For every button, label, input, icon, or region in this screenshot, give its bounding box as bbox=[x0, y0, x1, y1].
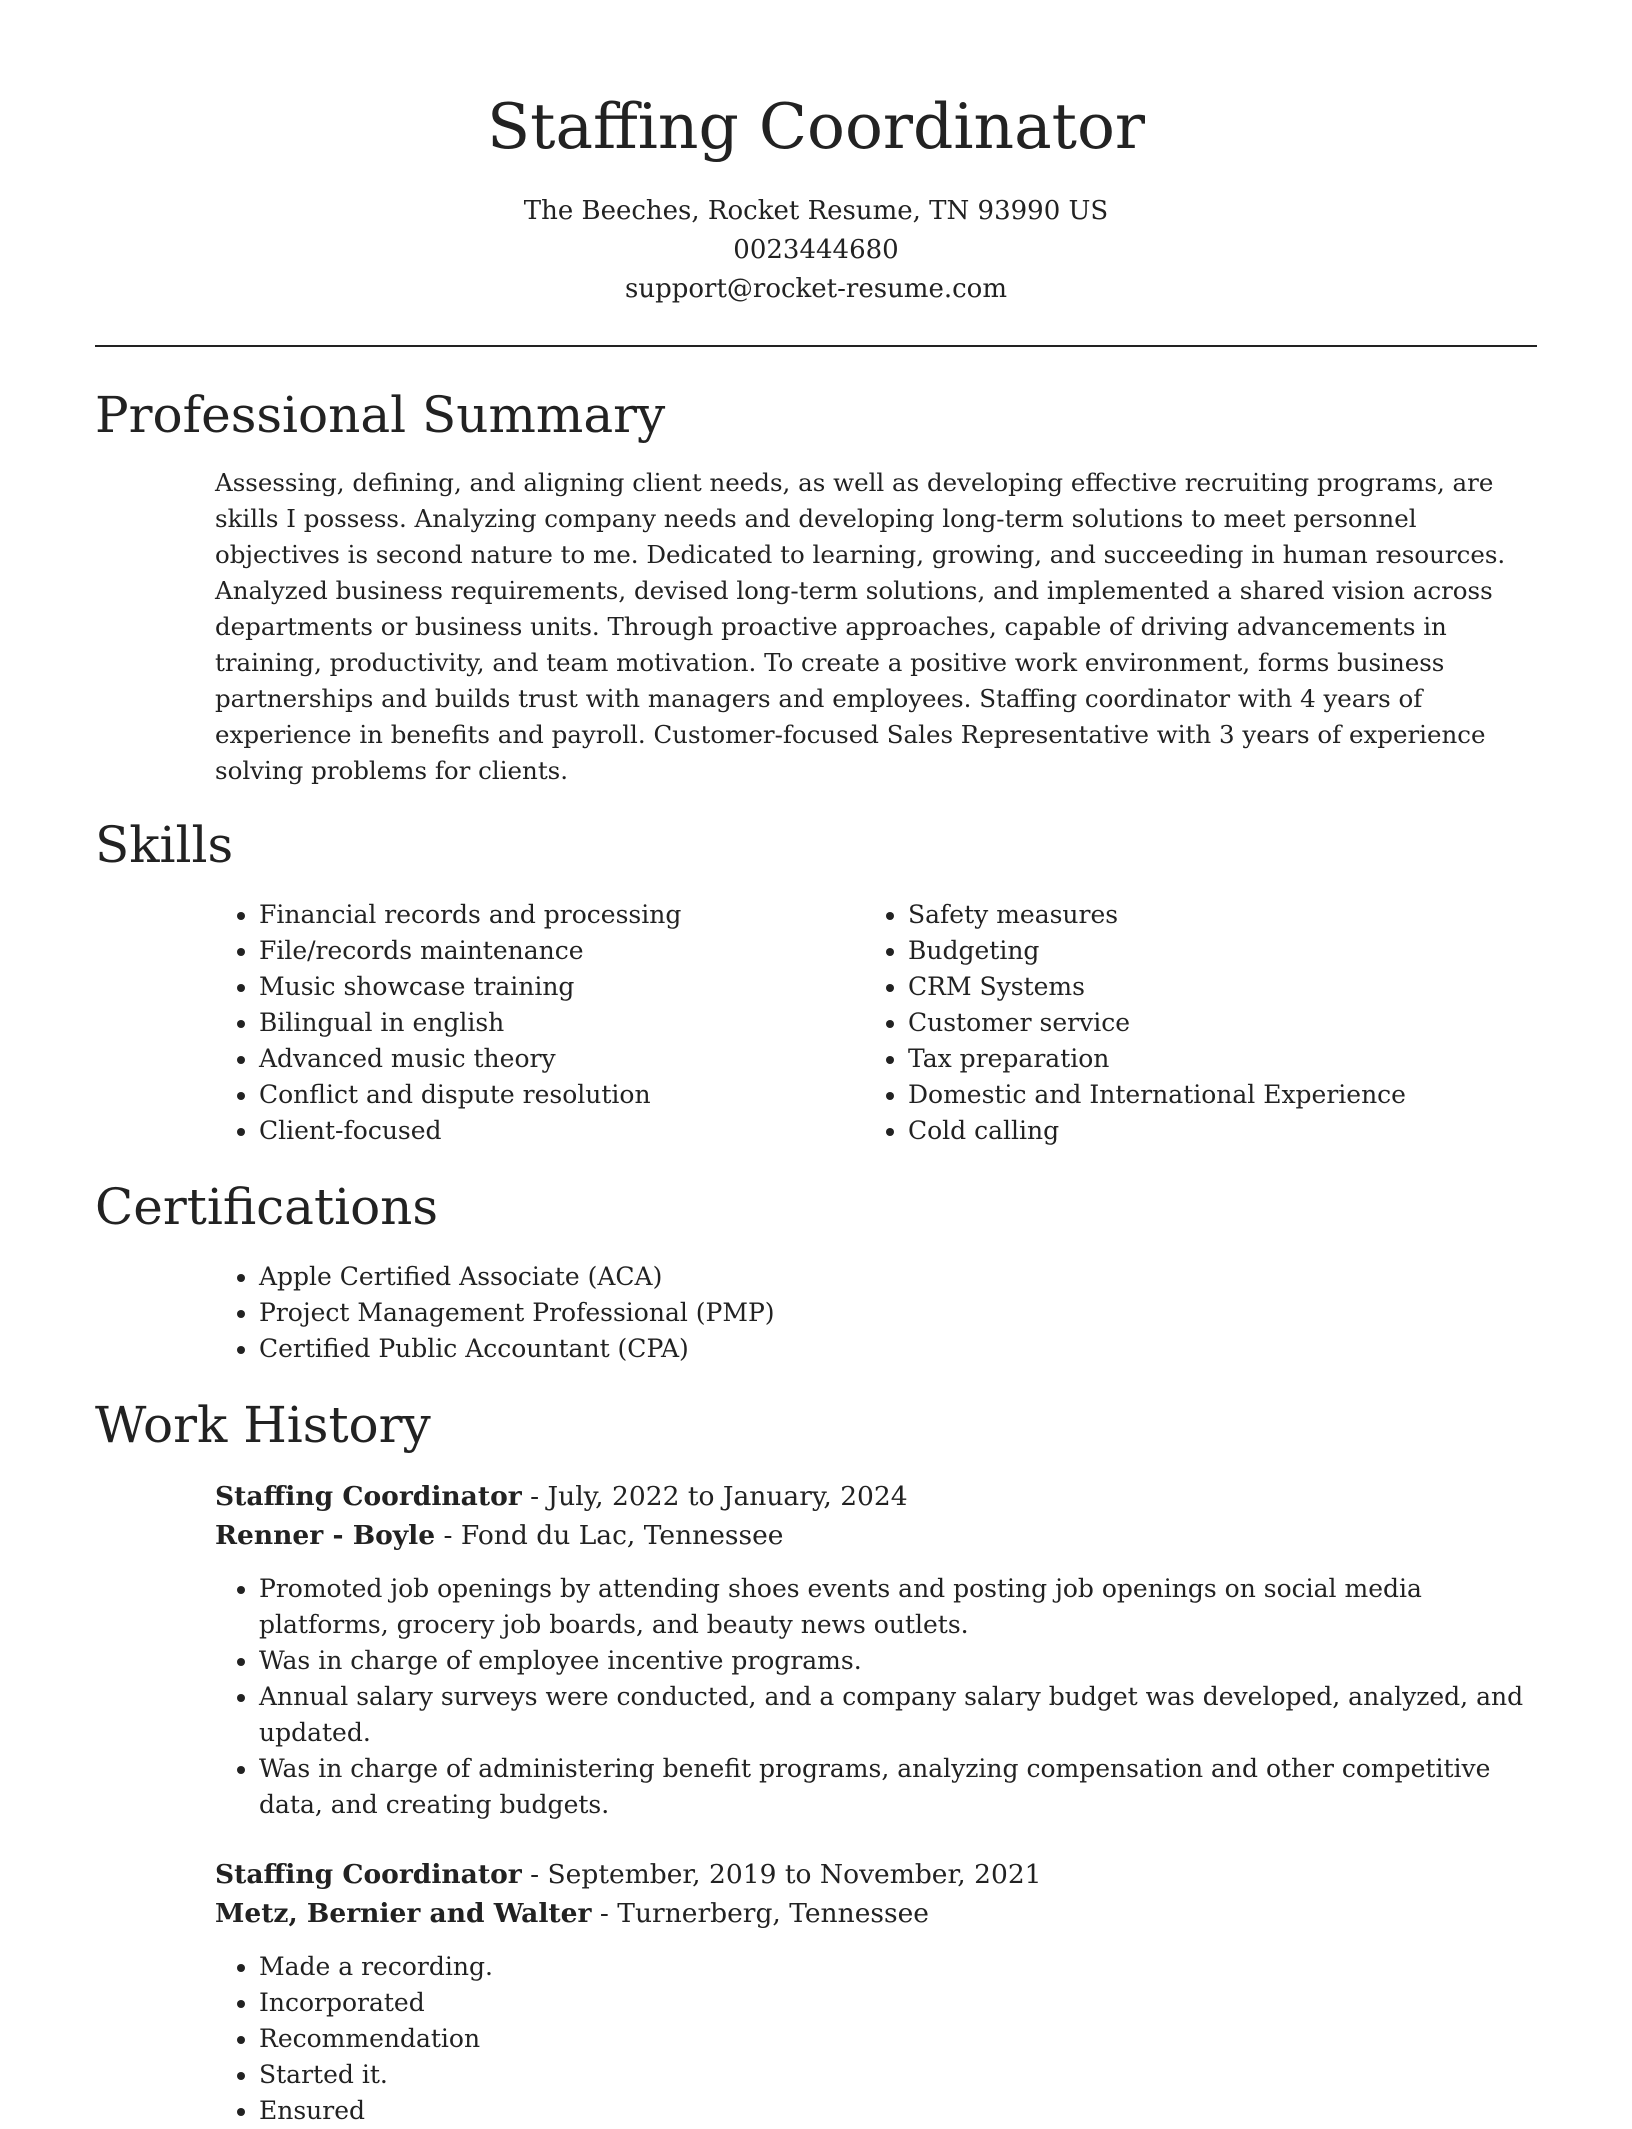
skill-item: • Client-focused bbox=[259, 1113, 864, 1149]
certifications-list bbox=[215, 1259, 1537, 1367]
job-location: - Turnerberg, Tennessee bbox=[591, 1898, 929, 1929]
work-history-heading: Work History bbox=[95, 1396, 431, 1454]
job-title-line bbox=[215, 1855, 1537, 1894]
certification-item: • Project Management Professional (PMP) bbox=[259, 1295, 1537, 1331]
job-bullet: • Ensured bbox=[259, 2093, 1537, 2129]
skills-list-left bbox=[215, 897, 864, 1149]
certification-item: • Certified Public Accountant (CPA) bbox=[259, 1331, 1537, 1367]
skills-columns bbox=[215, 897, 1537, 1149]
job-bullets bbox=[215, 1949, 1537, 2129]
contact-info bbox=[95, 192, 1537, 309]
skill-item: • Customer service bbox=[908, 1005, 1513, 1041]
resume-header bbox=[95, 0, 1537, 309]
skill-item: • Advanced music theory bbox=[259, 1041, 864, 1077]
skill-item: • Domestic and International Experience bbox=[908, 1077, 1513, 1113]
skill-item: • Safety measures bbox=[908, 897, 1513, 933]
job-bullet: • Was in charge of employee incentive programs. bbox=[259, 1643, 1537, 1679]
contact-address: The Beeches, Rocket Resume, TN 93990 US bbox=[523, 196, 1109, 226]
job-bullet: • Made a recording. bbox=[259, 1949, 1537, 1985]
skill-item: • CRM Systems bbox=[908, 969, 1513, 1005]
job-dates: - September, 2019 to November, 2021 bbox=[521, 1859, 1042, 1890]
skill-item: • Tax preparation bbox=[908, 1041, 1513, 1077]
header-divider bbox=[95, 345, 1537, 347]
resume-name: Staffing Coordinator bbox=[486, 90, 1146, 163]
job-title: Staffing Coordinator bbox=[215, 1859, 522, 1890]
skills-heading: Skills bbox=[95, 816, 234, 874]
skill-item: • Financial records and processing bbox=[259, 897, 864, 933]
skill-item: • Bilingual in english bbox=[259, 1005, 864, 1041]
contact-phone: 0023444680 bbox=[733, 235, 899, 265]
job-company: Metz, Bernier and Walter bbox=[215, 1898, 592, 1929]
job-company: Renner - Boyle bbox=[215, 1520, 436, 1551]
job-bullets bbox=[215, 1571, 1537, 1823]
certifications-heading: Certifications bbox=[95, 1178, 439, 1236]
job-entry bbox=[215, 1477, 1537, 1823]
job-bullet: • Recommendation bbox=[259, 2021, 1537, 2057]
job-entry bbox=[215, 1855, 1537, 2129]
job-bullet: • Started it. bbox=[259, 2057, 1537, 2093]
job-dates: - July, 2022 to January, 2024 bbox=[521, 1481, 908, 1512]
certification-item: • Apple Certified Associate (ACA) bbox=[259, 1259, 1537, 1295]
job-bullet: • Was in charge of administering benefit programs, analyzing compensation and other competitive data, and creating budgets. bbox=[259, 1751, 1537, 1823]
summary-text: Assessing, defining, and aligning client needs, as well as developing effective recruiting programs, are skills I possess. Analyzing company needs and developing long-term solutions to meet personnel objectives is second nature to me. Dedicated to learning, growing, and succeeding in human resources. Analyzed business requirements, devised long-term solutions, and implemented a shared vision across departments or business units. Through proactive approaches, capable of driving advancements in training, productivity, and team motivation. To create a positive work environment, forms business partnerships and builds trust with managers and employees. Staffing coordinator with 4 years of experience in benefits and payroll. Customer-focused Sales Representative with 3 years of experience solving problems for clients. bbox=[215, 468, 1506, 785]
job-company-line bbox=[215, 1894, 1537, 1933]
job-location: - Fond du Lac, Tennessee bbox=[435, 1520, 784, 1551]
job-bullet: • Promoted job openings by attending shoes events and posting job openings on social media platforms, grocery job boards, and beauty news outlets. bbox=[259, 1571, 1537, 1643]
skill-item: • File/records maintenance bbox=[259, 933, 864, 969]
summary-heading: Professional Summary bbox=[95, 386, 666, 444]
job-bullet: • Incorporated bbox=[259, 1985, 1537, 2021]
contact-email: support@rocket-resume.com bbox=[624, 274, 1007, 304]
skill-item: • Cold calling bbox=[908, 1113, 1513, 1149]
skill-item: • Music showcase training bbox=[259, 969, 864, 1005]
skill-item: • Conflict and dispute resolution bbox=[259, 1077, 864, 1113]
job-bullet: • Annual salary surveys were conducted, and a company salary budget was developed, analyzed, and updated. bbox=[259, 1679, 1537, 1751]
skill-item: • Budgeting bbox=[908, 933, 1513, 969]
job-title: Staffing Coordinator bbox=[215, 1481, 522, 1512]
skills-list-right bbox=[864, 897, 1513, 1149]
job-title-line bbox=[215, 1477, 1537, 1516]
job-company-line bbox=[215, 1516, 1537, 1555]
